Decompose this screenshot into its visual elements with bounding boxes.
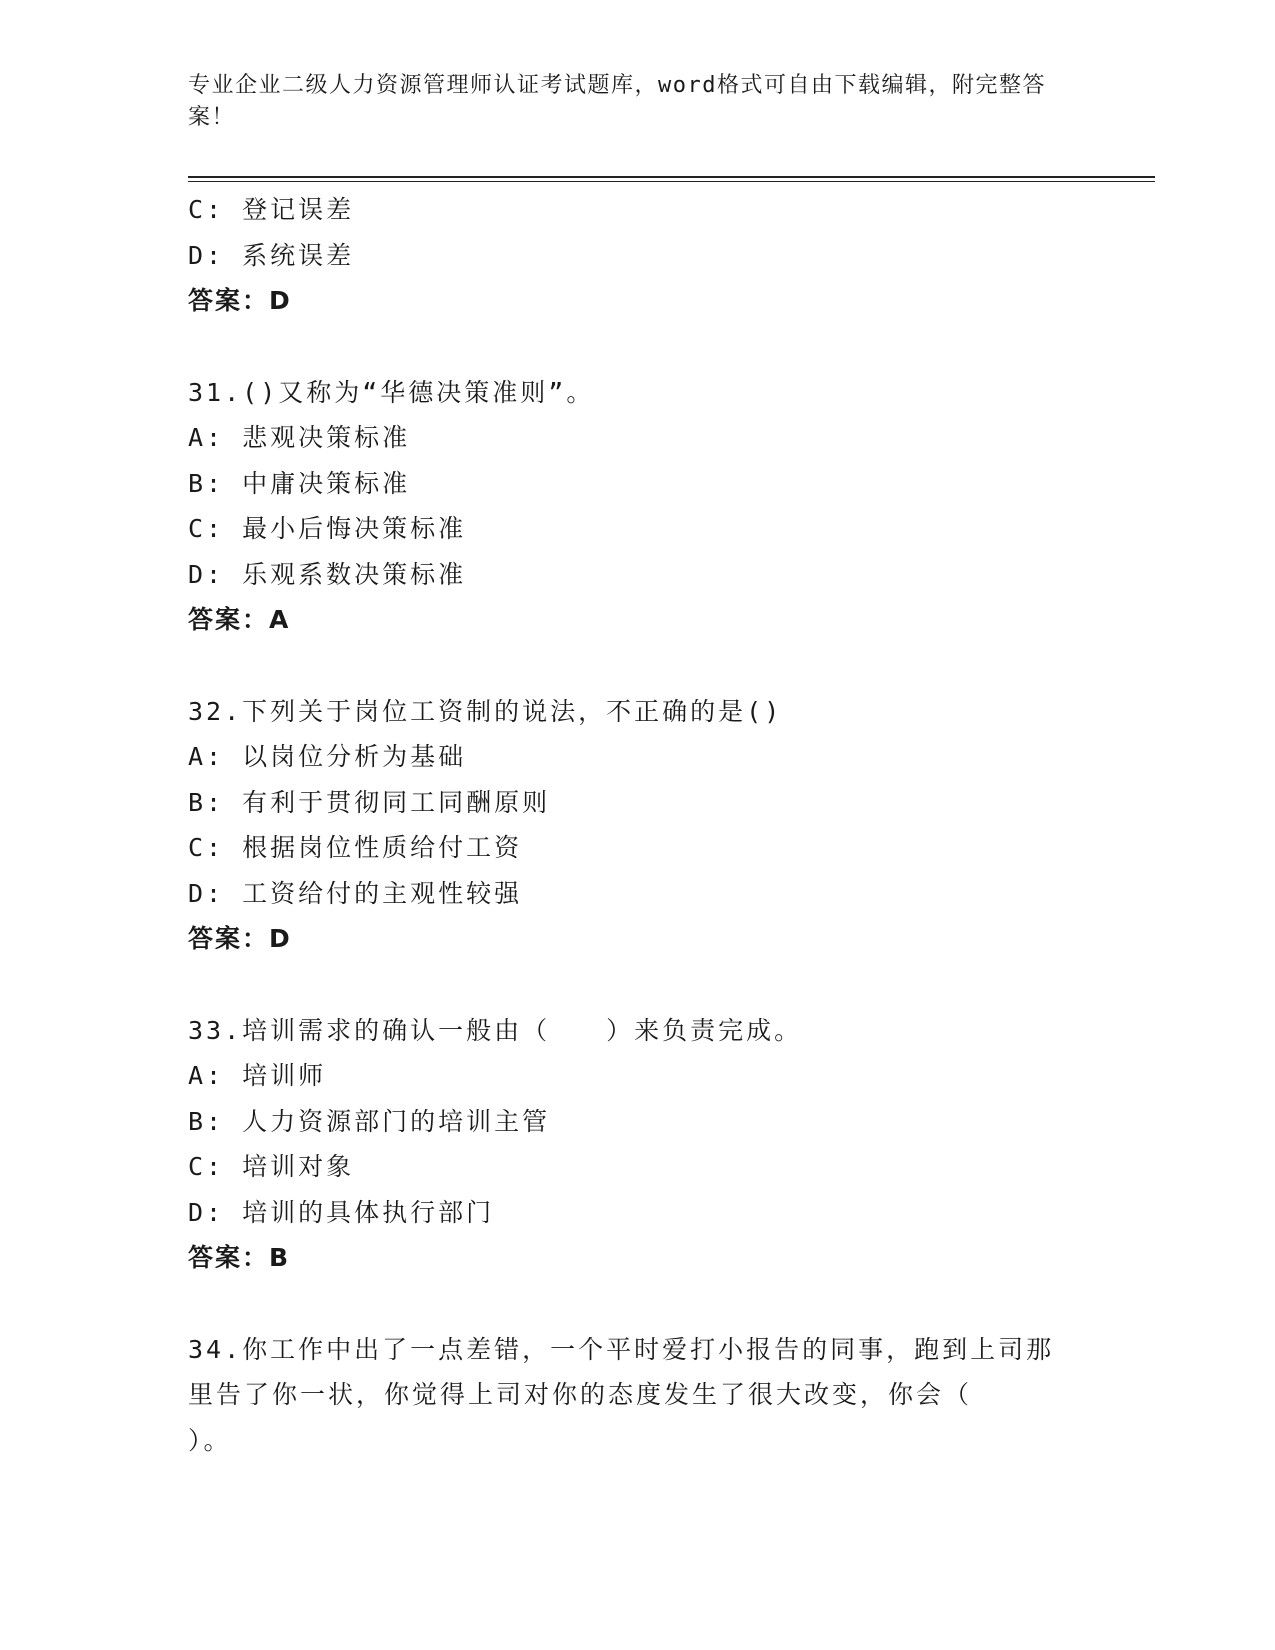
option-d: D: 工资给付的主观性较强 (188, 878, 523, 908)
option-b: B: 中庸决策标准 (188, 468, 411, 498)
spacer (188, 962, 1088, 1008)
answer-line: 答案：A (188, 605, 291, 634)
option-c: C: 登记误差 (188, 195, 355, 224)
question-33 (188, 1008, 1088, 1281)
answer-line: 答案：B (188, 1243, 291, 1272)
option-a: A: 以岗位分析为基础 (188, 742, 467, 771)
question-stem-line-1: 34.你工作中出了一点差错，一个平时爱打小报告的同事，跑到上司那 (188, 1334, 1055, 1364)
option-b: B: 有利于贯彻同工同酬原则 (188, 787, 551, 817)
answer-line: 答案：D (188, 286, 292, 315)
option-c: C: 培训对象 (188, 1152, 355, 1181)
question-stem: 33.培训需求的确认一般由（ ）来负责完成。 (188, 1015, 803, 1045)
spacer (188, 643, 1088, 689)
option-a: A: 悲观决策标准 (188, 423, 411, 452)
option-d: D: 系统误差 (188, 240, 355, 270)
option-d: D: 乐观系数决策标准 (188, 559, 467, 589)
question-stem-line-2: 里告了你一状，你觉得上司对你的态度发生了很大改变，你会（ (188, 1380, 973, 1409)
spacer (188, 1281, 1088, 1327)
option-c: C: 最小后悔决策标准 (188, 514, 467, 543)
header-divider-thin (188, 181, 1155, 182)
question-stem: 31.()又称为“华德决策准则”。 (188, 377, 595, 407)
option-c: C: 根据岗位性质给付工资 (188, 833, 523, 862)
question-31 (188, 370, 1088, 643)
option-b: B: 人力资源部门的培训主管 (188, 1106, 551, 1136)
answer-line: 答案：D (188, 924, 292, 953)
spacer (188, 324, 1088, 370)
option-a: A: 培训师 (188, 1061, 327, 1090)
question-32 (188, 689, 1088, 962)
option-d: D: 培训的具体执行部门 (188, 1197, 495, 1227)
question-34 (188, 1327, 1088, 1464)
document-header (188, 70, 1068, 134)
question-stem: 32.下列关于岗位工资制的说法，不正确的是() (188, 696, 783, 726)
header-divider-thick (188, 176, 1155, 178)
question-list (188, 187, 1088, 1463)
header-title: 专业企业二级人力资源管理师认证考试题库，word格式可自由下载编辑，附完整答案！ (188, 73, 1046, 130)
question-stem-line-3: ）。 (188, 1425, 232, 1455)
question-30 (188, 187, 1088, 324)
